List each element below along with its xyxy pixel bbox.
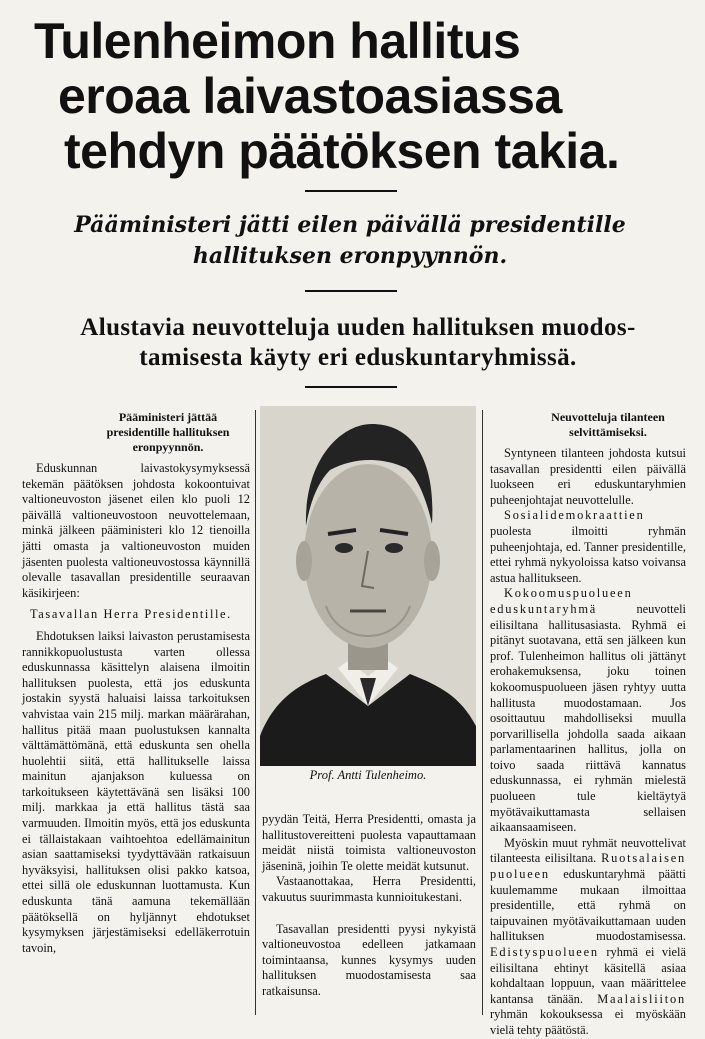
article-paragraph [490,586,686,836]
column-rule [255,410,256,1015]
portrait-image [260,406,476,766]
article-paragraph [490,508,686,586]
article-paragraph: Vastaanottakaa, Herra Presidentti, vakuutus suurimmasta kunnioitukestani. [262,874,476,904]
headline-line-1: Tulenheimon hallitus [34,13,521,69]
headline-line-3: tehdyn päätöksen takia. [64,123,620,179]
divider-rule [305,190,397,192]
paragraph-text: ryhmä ei vielä eilisiltana ehtinyt käsitellä asiaa kohdaltaan loppuun, vaan määrittelee kantansa tänään. [490,945,686,1006]
article-paragraph: Ehdotuksen laiksi laivaston perustamisesta rannikkopuolustusta varten ollessa eduskunnassa käsittelyn alaisena ilmoitin hallituksen puolesta, että jos eduskunta jostakin syystä haluaisi laissa tarkoituksen vahvistaa vain 215 milj. markan määrärahan, hallitus pitää maan puolustuksen kannalta välttämättömänä, että eduskunta sen ohella huolehtii siitä, että hallitukselle laissa mainitun ajanjakson kuluessa on tarkoitukseen käytettävänä sen lisäksi 100 milj. markkaa ja että hallitus tästä saa varmuuden. Ilmoitin myös, että jos eduskunta ei tällaistakaan vaihtoehtoa edellämainitun asian saattamiseksi tyydyttävään ratkaisuun hyväksyisi, hallituksen olisi pakko katsoa, ettei sillä ole eduskunnan luottamusta. Kun eduskunta tänä aamuna tekemällään päätöksellä on hyljännyt ehdotukset kysymyksen järjestämiseksi edelläkerrotuin tavoin, [22,628,250,955]
middle-column [262,812,476,1000]
party-name: Edistyspuolueen [490,945,599,959]
headline [20,14,700,179]
section-heading: Pääministeri jättää presidentille hallituksen eronpyynnön. [106,410,230,454]
paragraph-text: Myöskin muut ryhmät neuvottelivat tilanteesta eilisiltana. [490,835,686,866]
headline-line-2: eroaa laivastoasiassa [58,68,562,124]
secondary-headline-line-2: tamisesta käyty eri eduskuntaryhmissä. [139,344,577,371]
left-column [22,410,250,956]
article-paragraph: Tasavallan presidentti pyysi nykyistä valtioneuvostoa edelleen jatkamaan toimintaansa, kunnes kysymys uuden hallituksen muodostamisesta saa ratkaisunsa. [262,921,476,998]
party-name: Maalaisliiton [597,991,686,1006]
paragraph-text: puolesta ilmoitti ryhmän puheenjohtaja, ed. Tanner presidentille, ettei ryhmä nykyoloissa katso voivansa astua hallitukseen. [490,523,686,585]
subheadline-line-2: hallituksen eronpyynnön. [192,243,508,269]
section-heading: Neuvotteluja tilanteen selvittämiseksi. [551,410,665,439]
divider-rule [305,386,397,388]
divider-rule [305,290,397,292]
secondary-headline-line-1: Alustavia neuvotteluja uuden hallituksen muodos- [80,314,636,341]
photo-caption: Prof. Antti Tulenheimo. [309,768,427,782]
party-name: Kokoomuspuolueen eduskuntaryhmä [490,586,633,616]
column-rule [482,410,483,1015]
subheadline-line-1: Pääministeri jätti eilen päivällä presidentille [74,212,626,238]
portrait-photo [260,406,476,766]
right-column [490,410,686,1039]
letter-salutation: Tasavallan Herra Presidentille. [30,607,232,622]
article-paragraph: pyydän Teitä, Herra Presidentti, omasta ja hallitustovereitteni puolesta vapauttamaan meidät niistä toimista valtioneuvoston jäseninä, joihin Te olette meidät kutsunut. [262,812,476,873]
party-name: Ruotsalaisen puolueen [490,851,686,882]
paragraph-text: ryhmän kokouksessa ei myöskään vielä tehty päätöstä. [490,1007,686,1037]
article-paragraph: Eduskunnan laivastokysymyksessä tekemän päätöksen johdosta kokoontuivat valtioneuvoston jäsenet eilen klo puoli 12 päivällä valtioneuvostoon neuvottelemaan, minkä jälkeen pääministeri klo 12 tienoilla jätti omasta ja valtioneuvoston muiden jäsenten puolesta valtioneuvostossa käynnillä olevalle tasavallan presidentille seuraavan käsikirjeen: [22,461,250,600]
subheadline [60,210,640,272]
paragraph-text: eduskuntaryhmä päätti kuulemamme mukaan ilmoittaa presidentille, että ryhmä on taipuvainen myötävaikuttamaan uuden hallituksen muodostamisessa. [490,867,686,944]
article-paragraph [490,836,686,1039]
article-paragraph: Syntyneen tilanteen johdosta kutsui tasavallan presidentti eilen päivällä luokseen eri eduskuntaryhmien puheenjohtajat neuvottelulle. [490,446,686,507]
party-name: Sosialidemokraattien [504,508,645,523]
paragraph-text: neuvotteli eilisiltana hallitusasiasta. Ryhmä ei pitänyt suotavana, että sen jälkeen kun prof. Tulenheimon hallitus oli jättänyt erohakemuksensa, joku toinen kokoomuspuolueen jäsen ryhtyy uutta hallitusta muodostamaan. Jos osoittautuu mahdolliseksi muulla porvarillisella johdolla saada aikaan parlamentaarinen hallitus, jolla on toivo saada riittävä kannatus eduskunnassa, ei ryhmän mielestä puolueen tule kieltäytyä myötävaikuttamasta sellaisen aikaansaamiseen. [490,601,686,835]
secondary-headline [18,313,698,373]
